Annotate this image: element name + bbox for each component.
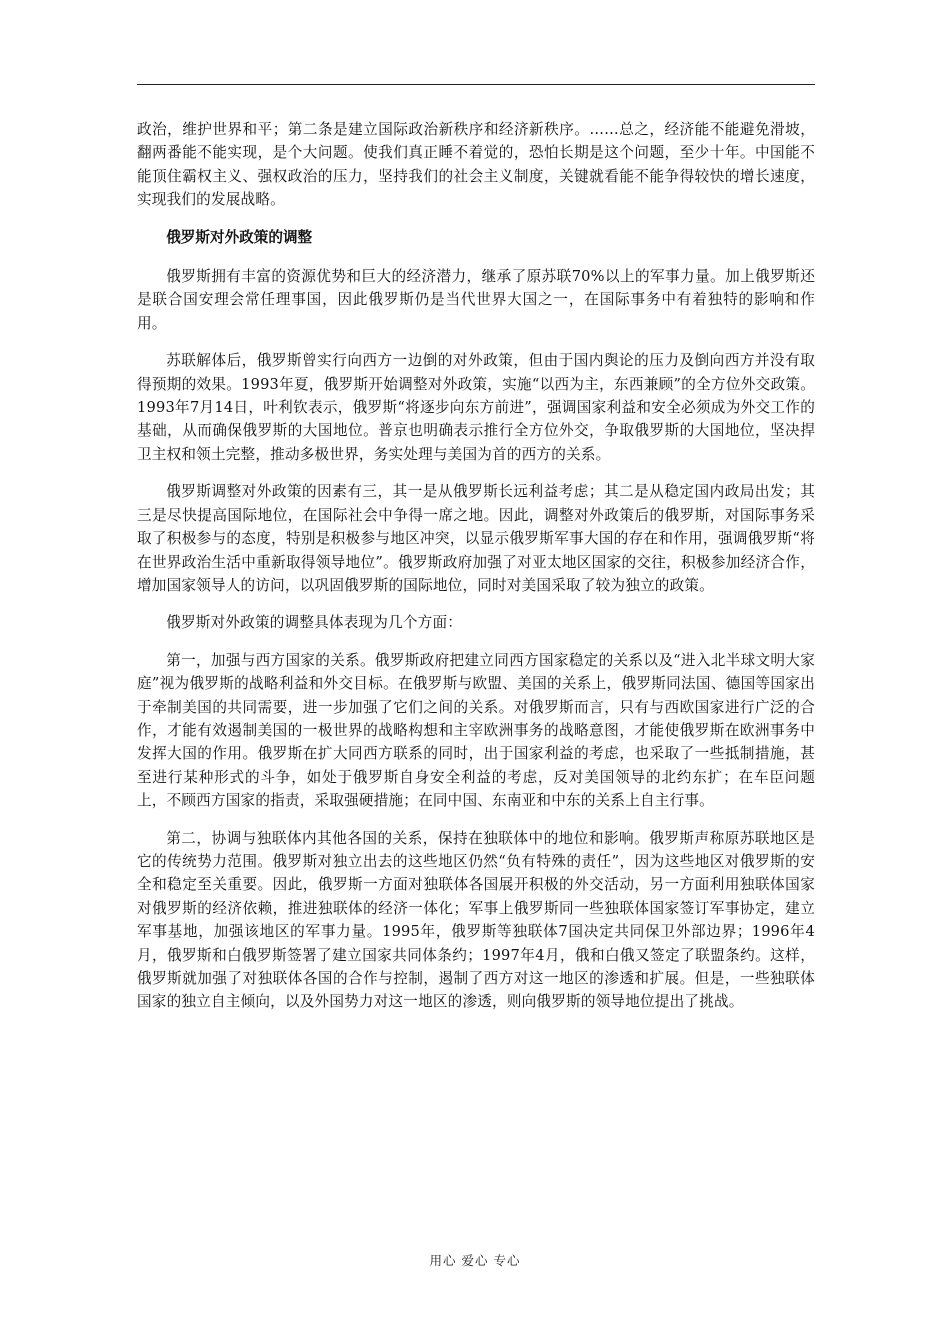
paragraph-post-soviet-policy: 苏联解体后，俄罗斯曾实行向西方一边倒的对外政策，但由于国内舆论的压力及倒向西方并没有取得预期的效果。1993年夏，俄罗斯开始调整对外政策，实施“以西为主，东西兼顾”的全方位外交政策。1993年7月14日，叶利钦表示，俄罗斯“将逐步向东方前进”，强调国家利益和安全必须成为外交工作的基础，从而确保俄罗斯的大国地位。普京也明确表示推行全方位外交，争取俄罗斯的大国地位，坚决捍卫主权和领土完整，推动多极世界，务实处理与美国为首的西方的关系。	[137, 352, 815, 463]
page-footer: 用心 爱心 专心	[429, 1253, 521, 1268]
document-body	[137, 118, 815, 1028]
section-heading: 俄罗斯对外政策的调整	[166, 228, 313, 246]
paragraph-second-aspect: 第二，协调与独联体内其他各国的关系，保持在独联体中的地位和影响。俄罗斯声称原苏联地区是它的传统势力范围。俄罗斯对独立出去的这些地区仍然“负有特殊的责任”，因为这些地区对俄罗斯的安全和稳定至关重要。因此，俄罗斯一方面对独联体各国展开积极的外交活动，另一方面利用独联体国家对俄罗斯的经济依赖，推进独联体的经济一体化；军事上俄罗斯同一些独联体国家签订军事协定，建立军事基地，加强该地区的军事力量。1995年，俄罗斯等独联体7国决定共同保卫外部边界；1996年4月，俄罗斯和白俄罗斯签署了建立国家共同体条约；1997年4月，俄和白俄又签定了联盟条约。这样，俄罗斯就加强了对独联体各国的合作与控制，遏制了西方对这一地区的渗透和扩展。但是，一些独联体国家的独立自主倾向，以及外国势力对这一地区的渗透，则向俄罗斯的领导地位提出了挑战。	[137, 829, 815, 1011]
paragraph-aspects-intro: 俄罗斯对外政策的调整具体表现为几个方面：	[166, 614, 463, 632]
paragraph-continuation: 政治，维护世界和平；第二条是建立国际政治新秩序和经济新秩序。……总之，经济能不能避免滑坡，翻两番能不能实现，是个大问题。使我们真正睡不着觉的，恐怕长期是这个问题，至少十年。中国能不能顶住霸权主义、强权政治的压力，坚持我们的社会主义制度，关键就看能不能争得较快的增长速度，实现我们的发展战略。	[137, 121, 815, 209]
paragraph-adjustment-factors: 俄罗斯调整对外政策的因素有三，其一是从俄罗斯长远利益考虑；其二是从稳定国内政局出发；其三是尽快提高国际地位，在国际社会中争得一席之地。因此，调整对外政策后的俄罗斯，对国际事务采取了积极参与的态度，特别是积极参与地区冲突，以显示俄罗斯军事大国的存在和作用，强调俄罗斯“将在世界政治生活中重新取得领导地位”。俄罗斯政府加强了对亚太地区国家的交往，积极参加经济合作，增加国家领导人的访问，以巩固俄罗斯的国际地位，同时对美国采取了较为独立的政策。	[137, 483, 815, 594]
paragraph-russia-overview: 俄罗斯拥有丰富的资源优势和巨大的经济潜力，继承了原苏联70%以上的军事力量。加上俄罗斯还是联合国安理会常任理事国，因此俄罗斯仍是当代世界大国之一，在国际事务中有着独特的影响和作用。	[137, 268, 815, 332]
header-rule	[137, 84, 815, 85]
paragraph-first-aspect: 第一，加强与西方国家的关系。俄罗斯政府把建立同西方国家稳定的关系以及“进入北半球文明大家庭”视为俄罗斯的战略利益和外交目标。在俄罗斯与欧盟、美国的关系上，俄罗斯同法国、德国等国家出于牵制美国的共同需要，进一步加强了它们之间的关系。对俄罗斯而言，只有与西欧国家进行广泛的合作，才能有效遏制美国的一极世界的战略构想和主宰欧洲事务的战略意图，才能使俄罗斯在欧洲事务中发挥大国的作用。俄罗斯在扩大同西方联系的同时，出于国家利益的考虑，也采取了一些抵制措施，甚至进行某种形式的斗争，如处于俄罗斯自身安全利益的考虑，反对美国领导的北约东扩；在车臣问题上，不顾西方国家的指责，采取强硬措施；在同中国、东南亚和中东的关系上自主行事。	[137, 651, 815, 810]
